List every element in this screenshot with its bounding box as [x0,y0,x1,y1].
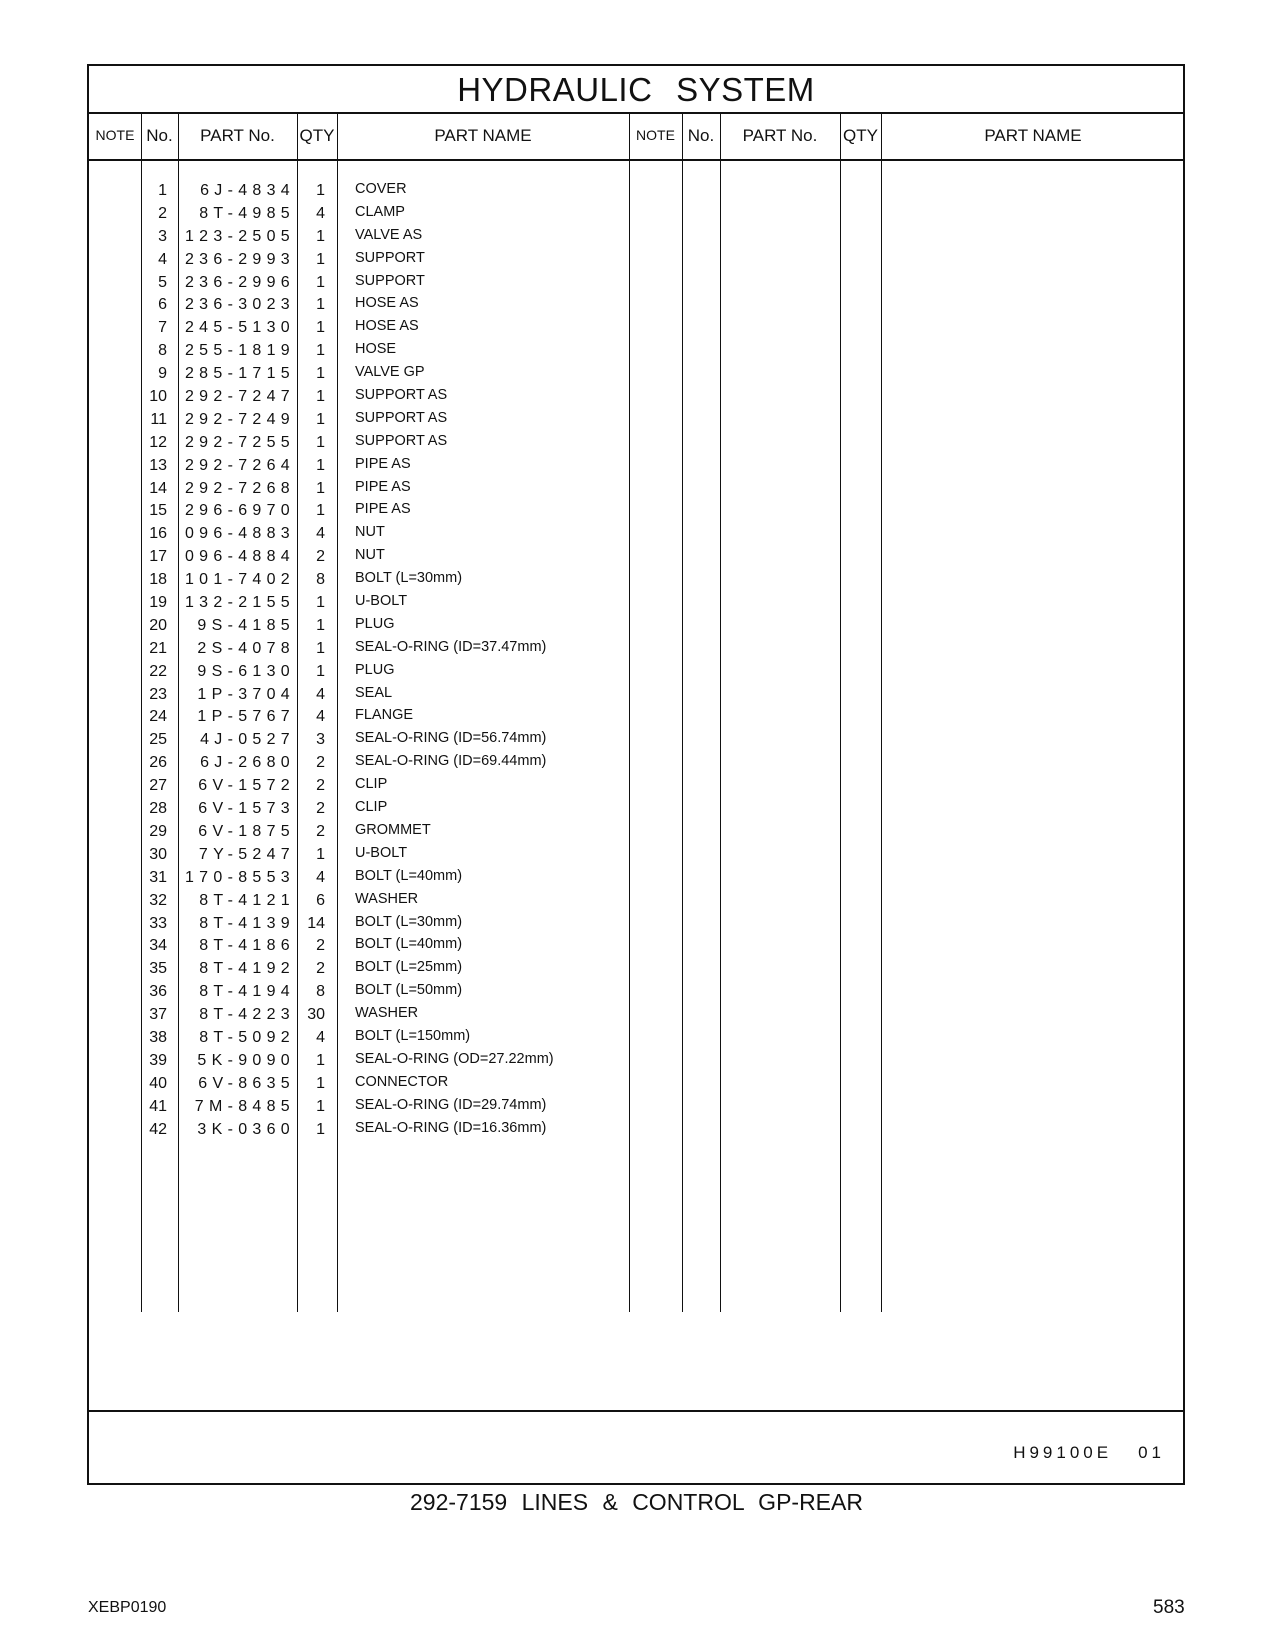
column-divider [720,112,721,1312]
part-number: 236-2996 [184,273,295,291]
table-row [89,1073,649,1096]
part-item-no: 12 [149,433,167,451]
table-row [89,706,649,729]
part-item-no: 6 [158,296,167,314]
part-name: PLUG [355,661,395,678]
part-item-no: 2 [158,204,167,222]
header-part-no-right: PART No. [742,126,818,145]
part-name: SUPPORT [355,249,425,266]
page-number: 583 [1153,1597,1185,1618]
part-number: 8T-4194 [199,983,295,1001]
table-row [89,1050,649,1073]
header-part-name-left: PART NAME [434,126,532,145]
table-row [89,363,649,386]
part-number: 4J-0527 [200,731,295,749]
group-title: 292-7159 LINES & CONTROL GP-REAR [410,1489,863,1515]
part-item-no: 37 [149,1006,167,1024]
part-name: SEAL-O-RING (ID=37.47mm) [355,638,547,655]
part-item-no: 26 [149,754,167,772]
part-qty: 1 [316,662,325,680]
part-item-no: 24 [149,708,167,726]
parts-table-frame [87,64,1185,1485]
header-qty-left: QTY [299,126,335,145]
part-number: 6V-8635 [198,1074,295,1092]
part-qty: 1 [316,273,325,291]
part-name: SUPPORT AS [355,387,448,404]
part-number: 8T-4186 [199,937,295,955]
document-id: XEBP0190 [88,1599,167,1616]
table-row [89,752,649,775]
part-qty: 4 [316,708,325,726]
part-item-no: 22 [149,662,167,680]
table-row [89,455,649,478]
part-qty: 3 [316,731,325,749]
part-qty: 1 [316,433,325,451]
part-item-no: 38 [149,1028,167,1046]
code-revision: 01 [1138,1443,1165,1462]
table-row [89,523,649,546]
table-row [89,317,649,340]
part-qty: 1 [316,1051,325,1069]
part-number: 096-4884 [184,548,295,566]
table-row [89,249,649,272]
part-qty: 1 [316,479,325,497]
table-bottom-divider [89,1410,1183,1412]
part-number: 123-2505 [184,227,295,245]
part-name: SUPPORT AS [355,409,448,426]
table-row [89,432,649,455]
part-item-no: 28 [149,800,167,818]
part-item-no: 25 [149,731,167,749]
part-name: PIPE AS [355,501,411,518]
part-name: CLIP [355,776,388,793]
table-row [89,958,649,981]
table-row [89,569,649,592]
part-name: NUT [355,547,385,564]
part-number: 1P-3704 [197,685,295,703]
part-name: FLANGE [355,707,414,724]
part-number: 6J-2680 [200,754,295,772]
part-name: SEAL-O-RING (ID=16.36mm) [355,1119,547,1136]
part-name: BOLT (L=30mm) [355,570,463,587]
part-item-no: 40 [149,1074,167,1092]
part-number: 236-3023 [184,296,295,314]
part-qty: 4 [316,685,325,703]
table-row [89,615,649,638]
part-number: 296-6970 [184,502,295,520]
part-item-no: 35 [149,960,167,978]
section-title: HYDRAULIC SYSTEM [89,66,1183,114]
table-row [89,203,649,226]
part-qty: 1 [316,388,325,406]
column-divider [881,112,882,1312]
part-item-no: 41 [149,1097,167,1115]
part-item-no: 18 [149,571,167,589]
table-row [89,180,649,203]
part-qty: 8 [316,571,325,589]
part-name: PIPE AS [355,455,411,472]
part-number: 9S-4185 [197,616,295,634]
part-name: BOLT (L=25mm) [355,959,463,976]
table-row [89,684,649,707]
part-number: 7M-8485 [194,1097,295,1115]
part-number: 6V-1572 [198,777,295,795]
part-qty: 1 [316,227,325,245]
part-number: 3K-0360 [197,1120,295,1138]
header-part-no-left: PART No. [200,126,275,145]
part-qty: 1 [316,296,325,314]
part-qty: 1 [316,456,325,474]
part-number: 5K-9090 [197,1051,295,1069]
part-name: CONNECTOR [355,1073,449,1090]
part-item-no: 27 [149,777,167,795]
part-name: BOLT (L=40mm) [355,867,463,884]
table-row [89,890,649,913]
part-qty: 2 [316,548,325,566]
column-divider [840,112,841,1312]
part-number: 292-7247 [184,388,295,406]
part-item-no: 42 [149,1120,167,1138]
part-item-no: 23 [149,685,167,703]
part-qty: 2 [316,800,325,818]
part-name: U-BOLT [355,593,408,610]
part-number: 8T-5092 [199,1028,295,1046]
table-row [89,1119,649,1142]
part-item-no: 1 [158,182,167,199]
part-number: 101-7402 [184,571,295,589]
part-name: VALVE AS [355,226,423,243]
header-note-right: NOTE [636,127,675,143]
part-qty: 2 [316,822,325,840]
part-qty: 6 [316,891,325,909]
table-row [89,500,649,523]
table-row [89,935,649,958]
part-qty: 1 [316,410,325,428]
part-item-no: 4 [158,250,167,268]
part-name: HOSE AS [355,295,419,312]
part-name: BOLT (L=30mm) [355,913,463,930]
table-row [89,478,649,501]
part-qty: 1 [316,342,325,360]
part-number: 6J-4834 [200,182,295,199]
table-row [89,1004,649,1027]
part-item-no: 29 [149,822,167,840]
part-item-no: 39 [149,1051,167,1069]
header-note-left: NOTE [95,127,135,143]
part-name: WASHER [355,1005,419,1022]
part-item-no: 33 [149,914,167,932]
table-row [89,844,649,867]
part-name: VALVE GP [355,364,425,381]
header-qty-right: QTY [843,126,878,145]
part-item-no: 30 [149,845,167,863]
part-name: SEAL-O-RING (ID=69.44mm) [355,753,547,770]
part-item-no: 5 [158,273,167,291]
part-name: WASHER [355,890,419,907]
part-item-no: 19 [149,594,167,612]
code-id: H99100E [1013,1443,1113,1462]
table-row [89,913,649,936]
part-number: 255-1819 [184,342,295,360]
part-qty: 1 [316,845,325,863]
part-qty: 1 [316,365,325,383]
table-row [89,638,649,661]
part-item-no: 10 [149,388,167,406]
table-row [89,592,649,615]
part-qty: 1 [316,182,325,199]
part-number: 170-8553 [184,868,295,886]
part-name: SUPPORT [355,272,425,289]
part-qty: 4 [316,204,325,222]
part-name: GROMMET [355,821,431,838]
part-qty: 1 [316,639,325,657]
part-item-no: 8 [158,342,167,360]
part-name: SUPPORT AS [355,432,448,449]
part-number: 8T-4985 [199,204,295,222]
table-header [89,112,1183,161]
part-name: SEAL-O-RING (ID=56.74mm) [355,730,547,747]
part-qty: 4 [316,868,325,886]
parts-list [89,180,649,1141]
header-no-left: No. [146,126,173,145]
part-name: BOLT (L=50mm) [355,982,463,999]
part-qty: 2 [316,777,325,795]
table-row [89,798,649,821]
header-no-right: No. [687,126,715,145]
part-name: PLUG [355,615,395,632]
part-number: 285-1715 [184,365,295,383]
part-name: HOSE [355,341,397,358]
part-qty: 14 [307,914,325,932]
table-row [89,729,649,752]
part-number: 8T-4121 [199,891,295,909]
part-qty: 1 [316,502,325,520]
part-item-no: 15 [149,502,167,520]
part-qty: 8 [316,983,325,1001]
part-name: HOSE AS [355,318,419,335]
part-item-no: 34 [149,937,167,955]
part-item-no: 14 [149,479,167,497]
part-item-no: 20 [149,616,167,634]
part-qty: 1 [316,1074,325,1092]
part-qty: 2 [316,937,325,955]
table-row [89,1027,649,1050]
part-name: NUT [355,524,385,541]
part-item-no: 13 [149,456,167,474]
part-number: 8T-4223 [199,1006,295,1024]
table-row [89,340,649,363]
part-name: SEAL-O-RING (ID=29.74mm) [355,1096,547,1113]
part-qty: 30 [307,1006,325,1024]
part-number: 6V-1875 [198,822,295,840]
table-row [89,546,649,569]
part-qty: 1 [316,1120,325,1138]
part-qty: 4 [316,525,325,543]
part-qty: 4 [316,1028,325,1046]
part-number: 8T-4139 [199,914,295,932]
part-number: 292-7268 [184,479,295,497]
table-row [89,272,649,295]
part-number: 236-2993 [184,250,295,268]
part-name: SEAL [355,684,393,701]
part-number: 292-7249 [184,410,295,428]
part-item-no: 3 [158,227,167,245]
table-row [89,1096,649,1119]
part-name: CLAMP [355,203,405,220]
table-row [89,661,649,684]
part-item-no: 36 [149,983,167,1001]
part-item-no: 21 [149,639,167,657]
part-qty: 2 [316,960,325,978]
part-item-no: 9 [158,365,167,383]
part-qty: 1 [316,1097,325,1115]
part-number: 2S-4078 [197,639,295,657]
part-number: 245-5130 [184,319,295,337]
table-row [89,386,649,409]
part-number: 8T-4192 [199,960,295,978]
part-item-no: 16 [149,525,167,543]
part-name: CLIP [355,799,388,816]
part-qty: 1 [316,250,325,268]
header-part-name-right: PART NAME [984,126,1082,145]
table-row [89,775,649,798]
table-row [89,981,649,1004]
table-row [89,226,649,249]
part-qty: 1 [316,319,325,337]
part-item-no: 32 [149,891,167,909]
table-row [89,821,649,844]
part-number: 1P-5767 [197,708,295,726]
part-name: PIPE AS [355,478,411,495]
part-name: BOLT (L=40mm) [355,936,463,953]
part-qty: 2 [316,754,325,772]
table-row [89,294,649,317]
column-divider [682,112,683,1312]
part-name: U-BOLT [355,844,408,861]
part-item-no: 11 [150,410,167,428]
part-number: 132-2155 [184,594,295,612]
part-number: 292-7255 [184,433,295,451]
part-item-no: 17 [149,548,167,566]
part-name: COVER [355,181,407,197]
part-item-no: 7 [158,319,167,337]
part-name: BOLT (L=150mm) [355,1027,471,1044]
part-name: SEAL-O-RING (OD=27.22mm) [355,1050,554,1067]
part-number: 292-7264 [184,456,295,474]
part-number: 096-4883 [184,525,295,543]
part-number: 6V-1573 [198,800,295,818]
part-qty: 1 [316,616,325,634]
part-qty: 1 [316,594,325,612]
table-row [89,867,649,890]
part-number: 7Y-5247 [198,845,295,863]
part-number: 9S-6130 [197,662,295,680]
table-row [89,409,649,432]
illustration-code [987,1443,1165,1463]
part-item-no: 31 [149,868,167,886]
